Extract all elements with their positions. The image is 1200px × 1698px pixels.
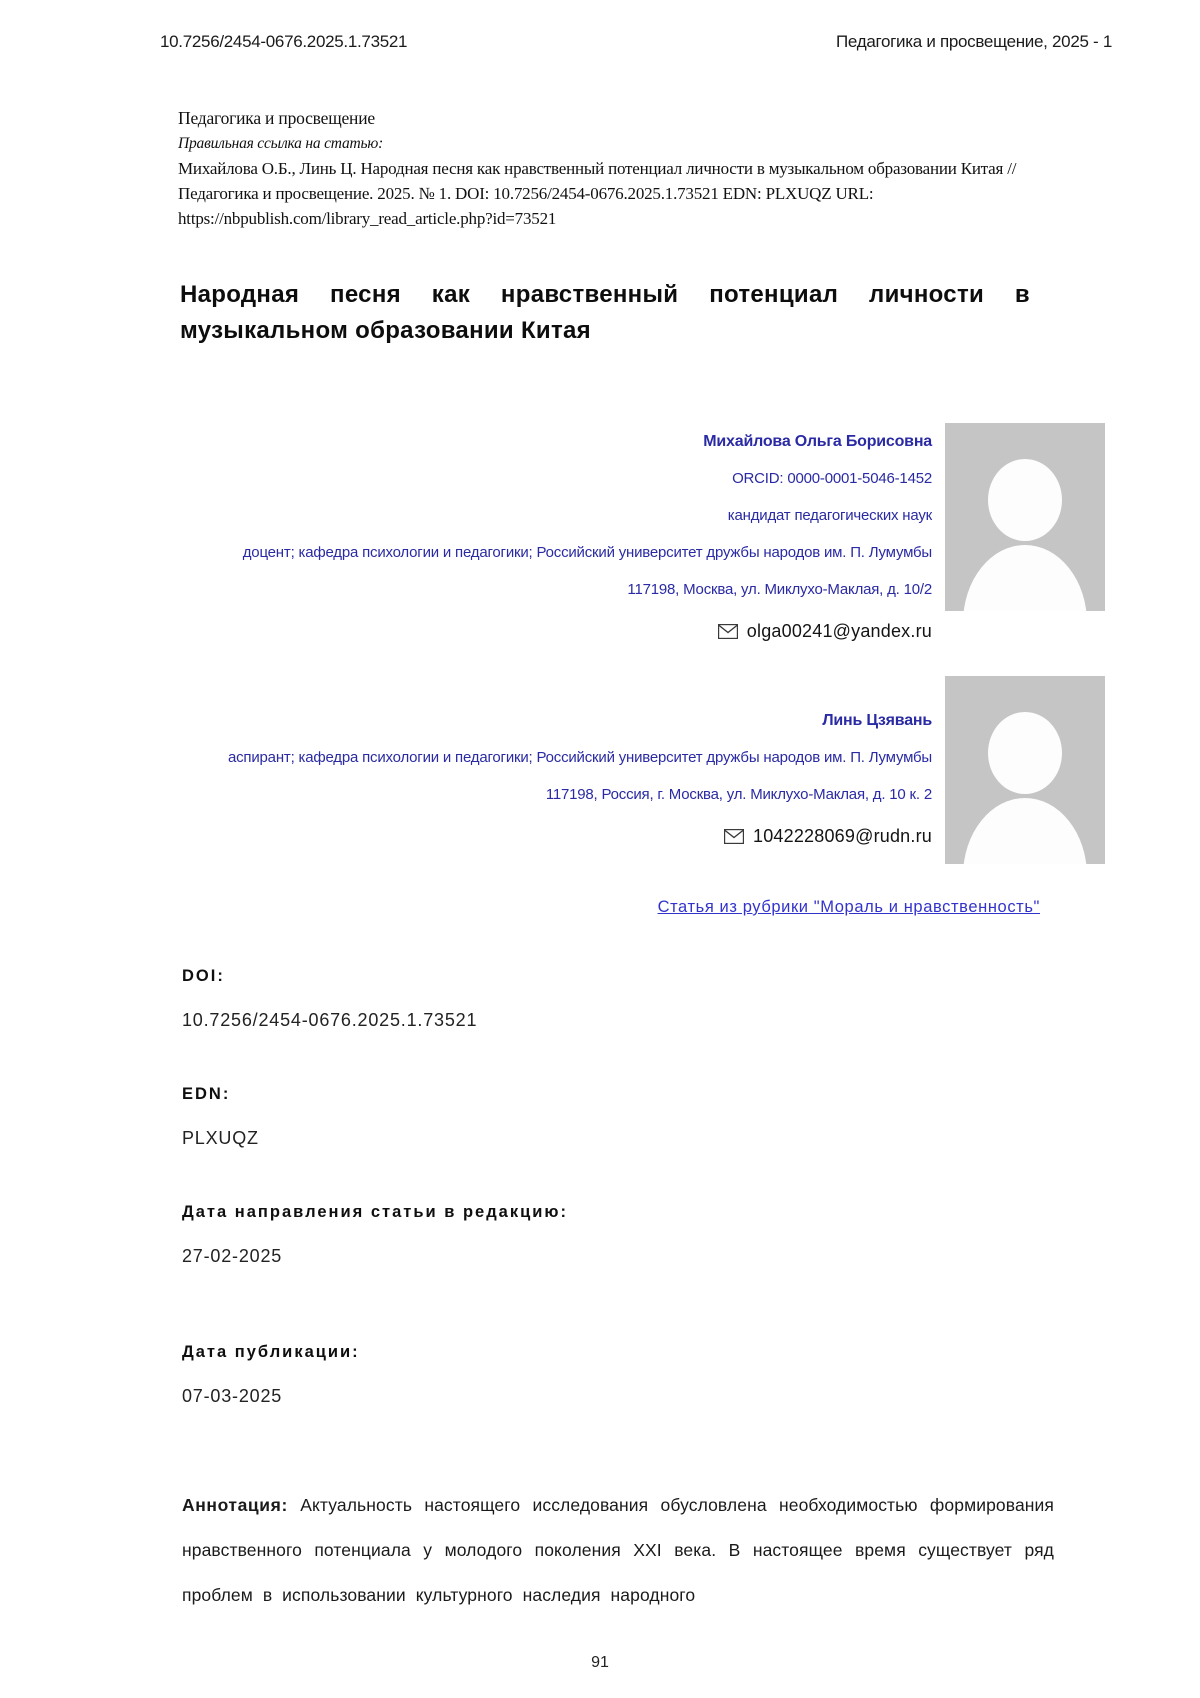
article-title: Народная песня как нравственный потенциал личности в музыкальном образовании Китая — [180, 281, 1030, 344]
submitted-date-value: 27-02-2025 — [182, 1246, 283, 1266]
published-date-label: Дата публикации: — [182, 1343, 360, 1361]
author-email: olga00241@yandex.ru — [746, 621, 932, 641]
author-email-row — [180, 818, 932, 855]
author-email: 1042228069@rudn.ru — [752, 826, 932, 846]
submitted-date-label: Дата направления статьи в редакцию: — [182, 1203, 568, 1221]
doi-label: DOI: — [182, 967, 225, 985]
submitted-date-block — [182, 1203, 1042, 1267]
edn-label: EDN: — [182, 1085, 231, 1103]
doi-value: 10.7256/2454-0676.2025.1.73521 — [182, 1010, 478, 1030]
avatar-placeholder-icon — [945, 676, 1105, 864]
header-doi: 10.7256/2454-0676.2025.1.73521 — [160, 32, 408, 51]
running-header — [0, 0, 1200, 52]
author-affiliation: доцент; кафедра психологии и педагогики; Российский университет дружбы народов им. П. Лумумбы — [242, 544, 932, 561]
correct-reference-label: Правильная ссылка на статью: — [178, 135, 384, 152]
author-address: 117198, Россия, г. Москва, ул. Миклухо-Маклая, д. 10 к. 2 — [545, 786, 932, 803]
avatar-placeholder-icon — [945, 423, 1105, 611]
author-address: 117198, Москва, ул. Миклухо-Маклая, д. 10/2 — [627, 581, 932, 598]
author-degree: кандидат педагогических наук — [727, 507, 932, 524]
header-journal-issue: Педагогика и просвещение, 2025 - 1 — [836, 32, 1112, 51]
author-block-mikhailova — [180, 423, 1105, 650]
citation-block — [178, 106, 1058, 231]
author-info — [180, 423, 945, 650]
author-avatar — [945, 423, 1105, 611]
author-info — [180, 676, 945, 855]
doi-block — [182, 967, 1042, 1031]
author-avatar — [945, 676, 1105, 864]
published-date-block — [182, 1343, 1042, 1407]
rubric-link[interactable]: Статья из рубрики "Мораль и нравственность" — [657, 898, 1040, 916]
rubric-row — [180, 898, 1040, 917]
envelope-icon — [718, 624, 738, 639]
abstract-label: Аннотация: — [182, 1495, 288, 1515]
envelope-icon — [724, 829, 744, 844]
author-name: Михайлова Ольга Борисовна — [703, 433, 932, 450]
author-email-row — [180, 613, 932, 650]
page-number: 91 — [591, 1654, 609, 1671]
journal-name: Педагогика и просвещение — [178, 108, 375, 128]
author-block-lin — [180, 676, 1105, 864]
abstract-paragraph — [182, 1483, 1054, 1618]
abstract-text: Актуальность настоящего исследования обусловлена необходимостью формирования нравственного потенциала у молодого поколения XXI века. В настоящее время существует ряд проблем в использовании культурного наследия народного — [182, 1495, 1054, 1605]
article-meta — [182, 967, 1042, 1407]
edn-block — [182, 1085, 1042, 1149]
edn-value: PLXUQZ — [182, 1128, 259, 1148]
author-name: Линь Цзявань — [822, 712, 932, 729]
authors-section — [180, 423, 1105, 864]
author-affiliation: аспирант; кафедра психологии и педагогики; Российский университет дружбы народов им. П. Лумумбы — [227, 749, 932, 766]
reference-text: Михайлова О.Б., Линь Ц. Народная песня как нравственный потенциал личности в музыкальном образовании Китая // Педагогика и просвещение. 2025. № 1. DOI: 10.7256/2454-0676.2025.1.73521 EDN: PLXUQZ URL: https://nbpublish.com/library_read_article.php?id=73521 — [178, 159, 1017, 228]
published-date-value: 07-03-2025 — [182, 1386, 283, 1406]
author-orcid: ORCID: 0000-0001-5046-1452 — [732, 470, 932, 487]
